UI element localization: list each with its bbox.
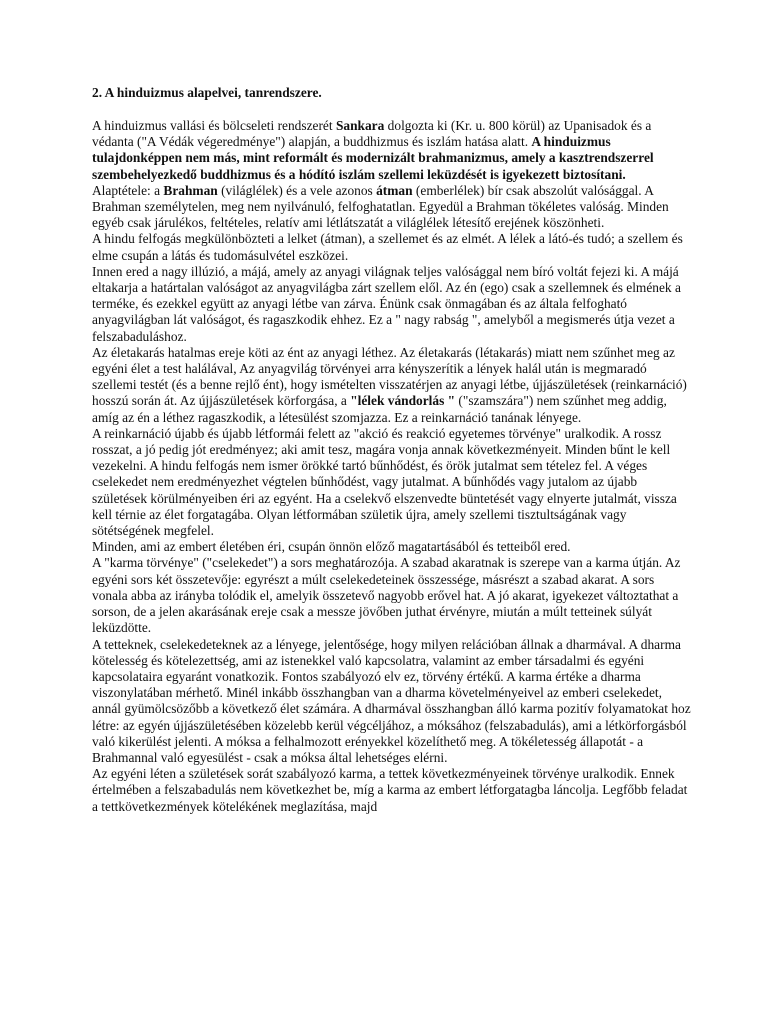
text-run: Alaptétele: a — [92, 182, 164, 198]
text-run: Az életakarás hatalmas ereje köti az ént az anyagi léthez. Az életakarás (létakarás) miatt nem szűnhet meg az egyéni élet a test halálával, Az anyagvilág törvényei arra kényszerítik a lények halál után is megmaradó szellemi testét (és a benne rejlő ént), hogy ismételten visszatérjen az anyagi létbe, újjászületések (reinkarnáció) hosszú során át. Az újjászületések körforgása, a — [92, 344, 687, 409]
text-run: A "karma törvénye" ("cselekedet") a sors meghatározója. A szabad akaratnak is szerepe van a karma útján. Az egyéni sors két összetevője: egyrészt a múlt cselekedeteinek összessége, másrészt a szabad akarat. A sors vonala abba az irányba tolódik el, amelyik összetevő nagyobb erővel hat. A jó akarat, igyekezet változtathat a sorson, de a jelen akarásának ereje csak a messze jövőben juthat érvényre, miután a múlt tetteinek súlyát leküzdötte. — [92, 555, 681, 636]
bold-text-run: Sankara — [335, 118, 385, 133]
paragraph — [92, 183, 692, 232]
document-heading: 2. A hinduizmus alapelvei, tanrendszere. — [92, 85, 322, 100]
paragraph — [92, 264, 692, 345]
text-run: A hinduizmus vallási és bölcseleti rendszerét — [92, 118, 336, 133]
paragraph — [92, 637, 692, 767]
paragraph — [92, 231, 692, 263]
text-run: Az egyéni léten a születések sorát szabályozó karma, a tettek következményeinek törvénye uralkodik. Ennek értelmében a felszabadulás nem következhet be, míg a karma az embert létforgatagba láncolja. Legfőbb feladat a tettkövetkezmények kötelékének meglazítása, majd — [92, 766, 688, 814]
text-run: Innen ered a nagy illúzió, a májá, amely az anyagi világnak teljes valósággal nem bíró voltát fejezi ki. A májá eltakarja a határtalan valóságot az anyagvilágba zárt szellem elől. Az én (ego) csak a szellemnek és elmének a terméke, és ezekkel együtt az anyagi létbe van zárva. Énünk csak önmagában és az általa felfogható anyagvilágban lát valóságot, és ragaszkodik ehhez. Ez a " nagy rabság ", amelyből a megismerés útja vezet a felszabaduláshoz. — [92, 263, 681, 344]
paragraph — [92, 345, 692, 426]
bold-text-run: A hinduizmus tulajdonképpen nem más, mint reformált és modernizált brahmanizmus, amely a kasztrendszerrel szembehelyezkedő buddhizmus és a hódító iszlám szellemi leküzdését is igyekezett biztosítani. — [92, 134, 654, 182]
paragraph — [92, 766, 692, 815]
text-run: (emberlélek) bír csak abszolút valósággal. A Brahman személytelen, meg nem nyilvánuló, felfoghatatlan. Egyedül a Brahman tökéletes valóság. Minden egyéb csak járulékos, feltételes, relatív ami létlátszatát a világlélek létesítő erejének köszönheti. — [92, 182, 669, 231]
text-run: A reinkarnáció újabb és újabb létformái felett az "akció és reakció egyetemes törvénye" uralkodik. A rossz rosszat, a jó pedig jót eredményez; aki amit tesz, magára vonja annak következményeit. Minden bűnt le kell vezekelni. A hindu felfogás nem ismer örökké tartó bűnhődést, és örök jutalmat sem tételez fel. A véges cselekedet nem eredményezhet végtelen bűnhődést, vagy jutalmat. A bűnhődés vagy jutalom az újabb születések körülményeiben éri az egyént. Ha a cselekvő elszenvedte büntetését vagy elnyerte jutalmát, vissza kell térnie az élet forgatagába. Olyan létformában születik újra, amely szellemi tisztultságának vagy sötétségének megfelel. — [92, 425, 677, 539]
text-run: (világlélek) és a vele azonos — [217, 182, 377, 198]
paragraph — [92, 555, 692, 636]
text-run: dolgozta ki (Kr. u. 800 körül) az Upanisadok és a védanta ("A Védák végeredménye") alapján, a buddhizmus és iszlám hatása alatt. — [92, 118, 652, 150]
text-run: Minden, ami az embert életében éri, csupán önnön előző magatartásából és tetteiből ered. — [92, 539, 571, 555]
document-page — [92, 84, 692, 815]
text-run: A tetteknek, cselekedeteknek az a lényege, jelentősége, hogy milyen relációban állnak a dharmával. A dharma kötelesség és kötelezettség, ami az istenekkel való kapcsolatra, valamint az ember társadalmi és egyéni kapcsolataira egyaránt vonatkozik. Fontos szabályozó elv ez, törvény értékű. A karma értéke a dharma viszonylatában mérhető. Minél inkább összhangban van a dharma követelményeivel az emberi cselekedet, annál gyümölcsözőbb a következő élet számára. A dharmával összhangban álló karma pozitív folyamatokat hoz létre: az egyén újjászületésében közelebb kerül végcéljához, a móksához (felszabadulás), ami a létkörforgásból való kikerülést jelenti. A móksa a felhalmozott erényekkel közelíthető meg. A tökéletesség állapotát - a Brahmannal való egyesülést - csak a móksa által lehetséges elérni. — [92, 636, 691, 765]
text-run: A hindu felfogás megkülönbözteti a lelket (átman), a szellemet és az elmét. A lélek a látó-és tudó; a szellem és elme csupán a látás és tudomásulvétel eszközei. — [92, 231, 683, 263]
bold-text-run: "lélek vándorlás " — [350, 393, 456, 409]
bold-text-run: átman — [376, 182, 413, 198]
paragraph — [92, 118, 692, 183]
paragraph — [92, 426, 692, 539]
text-run: ("szamszára") nem szűnhet meg addig, amíg az én a léthez ragaszkodik, a létesülést szomjazza. Ez a reinkarnáció tanának lényege. — [92, 393, 667, 425]
paragraph — [92, 539, 692, 555]
bold-text-run: Brahman — [163, 182, 218, 198]
document-body — [92, 118, 692, 815]
